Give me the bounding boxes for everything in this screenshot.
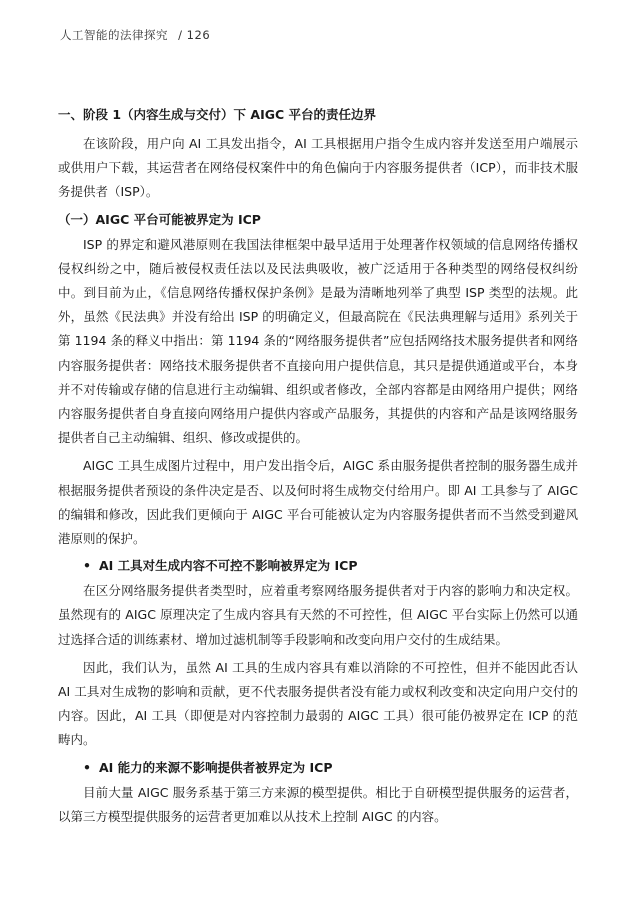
sub-heading: （一）AIGC 平台可能被界定为 ICP xyxy=(58,211,261,227)
bullet-label: AI 能力的来源不影响提供者被界定为 ICP xyxy=(99,759,333,775)
bullet-heading xyxy=(58,757,578,779)
paragraph: AIGC 工具生成图片过程中，用户发出指令后，AIGC 系由服务提供者控制的服务器生成并根据服务提供者预设的条件决定是否、以及何时将生成物交付给用户。即 AI 工具参与了 AIGC 的编辑和修改，因此我们更倾向于 AIGC 平台可能被认定为内容服务提供者而不当然受到避风港原则的保护。 xyxy=(58,458,578,547)
bullet-heading xyxy=(58,555,578,577)
page-number: / 126 xyxy=(178,28,211,42)
paragraph: 因此，我们认为，虽然 AI 工具的生成内容具有难以消除的不可控性，但并不能因此否认 AI 工具对生成物的影响和贡献，更不代表服务提供者没有能力或权利改变和决定向用户交付的内容。因此，AI 工具（即便是对内容控制力最弱的 AIGC 工具）很可能仍被界定在 ICP 的范畴内。 xyxy=(58,659,578,748)
book-title: 人工智能的法律探究 xyxy=(60,28,168,42)
paragraph: 目前大量 AIGC 服务系基于第三方来源的模型提供。相比于自研模型提供服务的运营者，以第三方模型提供服务的运营者更加难以从技术上控制 AIGC 的内容。 xyxy=(58,784,578,824)
intro-paragraph: 在该阶段，用户向 AI 工具发出指令，AI 工具根据用户指令生成内容并发送至用户端展示或供用户下载，其运营者在网络侵权案件中的角色偏向于内容服务提供者（ICP），而非技术服务提供者（ISP）。 xyxy=(58,136,578,200)
bullet-dot-icon: • xyxy=(83,759,91,775)
paragraph: 在区分网络服务提供者类型时，应着重考察网络服务提供者对于内容的影响力和决定权。虽然现有的 AIGC 原理决定了生成内容具有天然的不可控性，但 AIGC 平台实际上仍然可以通过选择合适的训练素材、增加过滤机制等手段影响和改变向用户交付的生成结果。 xyxy=(58,583,578,647)
paragraph: ISP 的界定和避风港原则在我国法律框架中最早适用于处理著作权领域的信息网络传播权侵权纠纷之中，随后被侵权责任法以及民法典吸收，被广泛适用于各种类型的网络侵权纠纷中。到目前为止，《信息网络传播权保护条例》是最为清晰地列举了典型 ISP 类型的法规。此外，虽然《民法典》并没有给出 ISP 的明确定义，但最高院在《民法典理解与适用》系列关于第 1194 条的释义中指出：第 1194 条的“网络服务提供者”应包括网络技术服务提供者和网络内容服务提供者：网络技术服务提供者不直接向用户提供信息，其只是提供通道或平台，本身并不对传输或存储的信息进行主动编辑、组织或者修改，全部内容都是由网络用户提供；网络内容服务提供者自身直接向网络用户提供内容或产品服务，其提供的内容和产品是该网络服务提供者自己主动编辑、组织、修改或提供的。 xyxy=(58,236,578,446)
page-body xyxy=(58,104,578,833)
section-heading: 一、阶段 1（内容生成与交付）下 AIGC 平台的责任边界 xyxy=(58,107,377,122)
running-header xyxy=(60,27,210,43)
bullet-dot-icon: • xyxy=(83,558,91,574)
bullet-label: AI 工具对生成内容不可控不影响被界定为 ICP xyxy=(99,558,358,574)
